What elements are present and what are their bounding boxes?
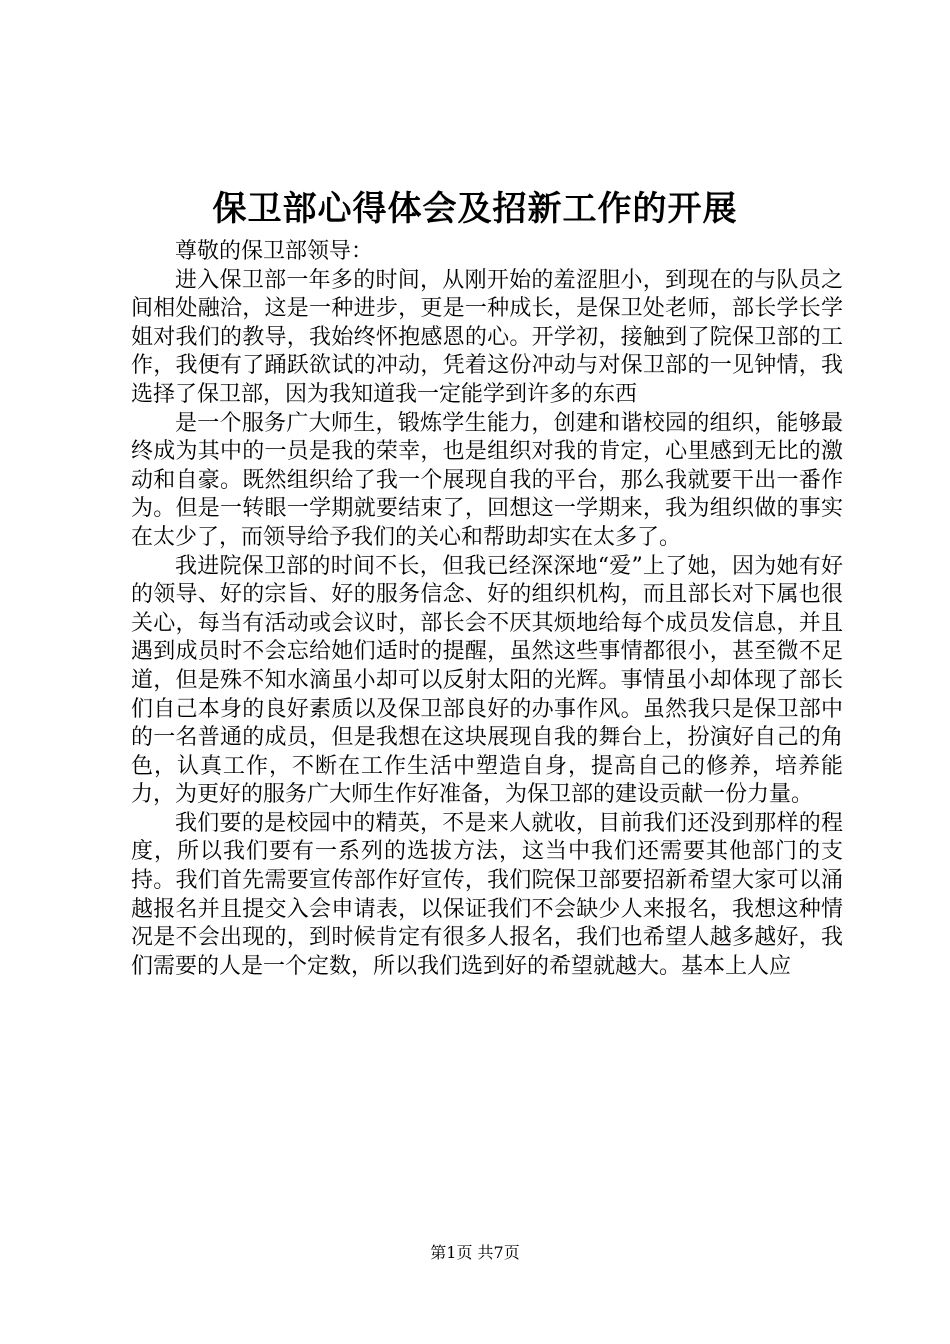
paragraph-3: 我进院保卫部的时间不长，但我已经深深地“爱”上了她，因为她有好的领导、好的宗旨、好的服务信念、好的组织机构，而且部长对下属也很关心，每当有活动或会议时，部长会不厌其烦地给每个成员发信息，并且遇到成员时不会忘给她们适时的提醒，虽然这些事情都很小，甚至微不足道，但是殊不知水滴虽小却可以反射太阳的光辉。事情虽小却体现了部长们自己本身的良好素质以及保卫部良好的办事作风。虽然我只是保卫部中的一名普通的成员，但是我想在这块展现自我的舞台上，扮演好自己的角色，认真工作，不断在工作生活中塑造自身，提高自己的修养，培养能力，为更好的服务广大师生作好准备，为保卫部的建设贡献一份力量。 [131,553,843,808]
page-footer: 第1页 共7页 [430,1243,520,1262]
document-body [131,238,843,981]
paragraph-4: 我们要的是校园中的精英，不是来人就收，目前我们还没到那样的程度，所以我们要有一系列的选拔方法，这当中我们还需要其他部门的支持。我们首先需要宣传部作好宣传，我们院保卫部要招新希望大家可以涌越报名并且提交入会申请表，以保证我们不会缺少人来报名，我想这种情况是不会出现的，到时候肯定有很多人报名，我们也希望人越多越好，我们需要的人是一个定数，所以我们选到好的希望就越大。基本上人应 [131,810,843,979]
document-title: 保卫部心得体会及招新工作的开展 [212,189,738,229]
paragraph-1: 进入保卫部一年多的时间，从刚开始的羞涩胆小，到现在的与队员之间相处融洽，这是一种进步，更是一种成长，是保卫处老师，部长学长学姐对我们的教导，我始终怀抱感恩的心。开学初，接触到了院保卫部的工作，我便有了踊跃欲试的冲动，凭着这份冲动与对保卫部的一见钟情，我选择了保卫部，因为我知道我一定能学到许多的东西 [131,267,843,407]
salutation: 尊敬的保卫部领导： [175,239,374,264]
paragraph-2: 是一个服务广大师生，锻炼学生能力，创建和谐校园的组织，能够最终成为其中的一员是我的荣幸，也是组织对我的肯定，心里感到无比的激动和自豪。既然组织给了我一个展现自我的平台，那么我就要干出一番作为。但是一转眼一学期就要结束了，回想这一学期来，我为组织做的事实在太少了，而领导给予我们的关心和帮助却实在太多了。 [131,410,843,550]
